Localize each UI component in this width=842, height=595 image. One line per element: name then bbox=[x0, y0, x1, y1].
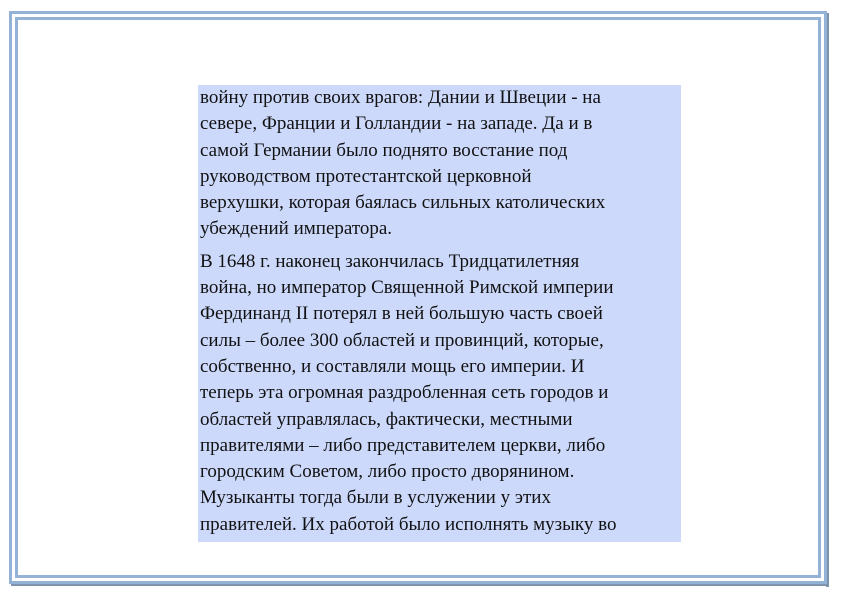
text-line: областей управлялась, фактически, местными bbox=[200, 408, 573, 430]
text-line: правителей. Их работой было исполнять музыку во bbox=[200, 513, 617, 535]
text-line: правителями – либо представителем церкви, либо bbox=[200, 434, 606, 456]
text-line: теперь эта огромная раздробленная сеть городов и bbox=[200, 382, 609, 404]
text-line: Музыканты тогда были в услужении у этих bbox=[200, 487, 551, 509]
text-line: собственно, и составляли мощь его империи. И bbox=[200, 355, 585, 377]
text-line: самой Германии было поднято восстание под bbox=[200, 139, 568, 161]
text-line: верхушки, которая баялась сильных католических bbox=[200, 192, 606, 214]
text-line: война, но император Священной Римской империи bbox=[200, 277, 614, 299]
paragraph-2 bbox=[198, 249, 681, 538]
text-line: городским Советом, либо просто дворянином. bbox=[200, 461, 575, 483]
text-line: В 1648 г. наконец закончилась Тридцатилетняя bbox=[200, 250, 580, 272]
text-line: убеждений императора. bbox=[200, 218, 393, 240]
text-line: Фердинанд II потерял в ней большую часть своей bbox=[200, 303, 603, 325]
text-line: руководством протестантской церковной bbox=[200, 165, 532, 187]
paragraph-1 bbox=[198, 85, 681, 243]
text-line: войну против своих врагов: Дании и Швеции - на bbox=[200, 87, 601, 108]
text-line: силы – более 300 областей и провинций, которые, bbox=[200, 329, 604, 351]
text-box bbox=[198, 85, 681, 542]
text-line: севере, Франции и Голландии - на западе. Да и в bbox=[200, 113, 593, 135]
